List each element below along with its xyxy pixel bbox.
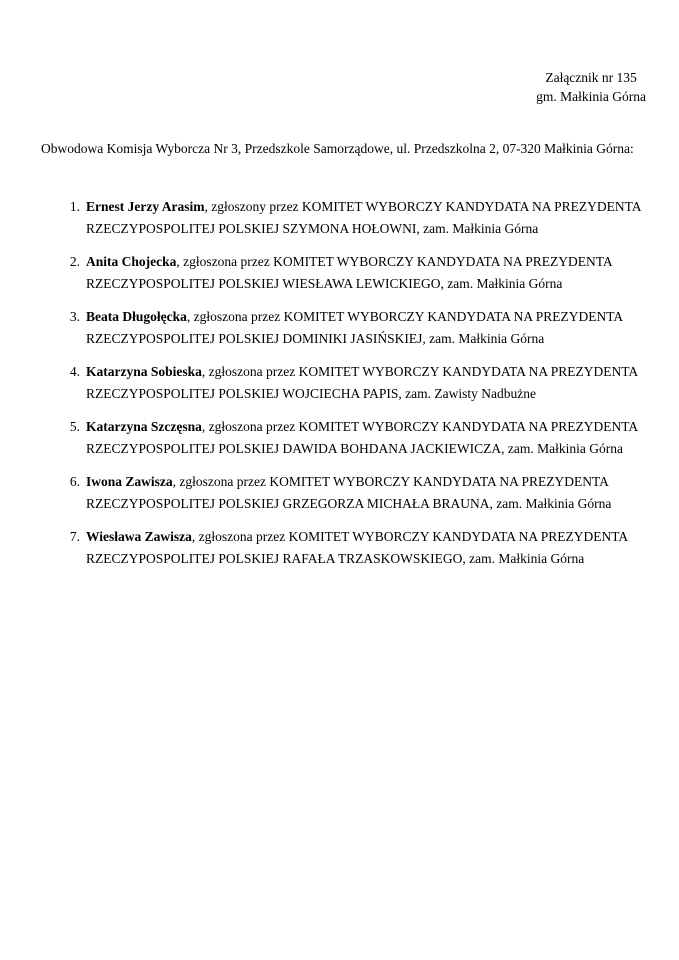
commission-intro-paragraph: Obwodowa Komisja Wyborcza Nr 3, Przedszkole Samorządowe, ul. Przedszkolna 2, 07-320 Małkinia Górna: — [41, 140, 634, 156]
member-nomination-text: , zgłoszona przez KOMITET WYBORCZY KANDYDATA NA PREZYDENTA RZECZYPOSPOLITEJ POLSKIEJ GRZEGORZA MICHAŁA BRAUNA, zam. Małkinia Górna — [86, 474, 612, 511]
commission-member-list — [41, 196, 641, 581]
list-item-number: 6. — [69, 474, 80, 489]
member-name: Katarzyna Szczęsna — [86, 419, 202, 434]
list-item-number: 7. — [69, 529, 80, 544]
list-item — [41, 306, 641, 350]
member-nomination-text: , zgłoszona przez KOMITET WYBORCZY KANDYDATA NA PREZYDENTA RZECZYPOSPOLITEJ POLSKIEJ DOMINIKI JASIŃSKIEJ, zam. Małkinia Górna — [86, 309, 623, 346]
member-name: Katarzyna Sobieska — [86, 364, 202, 379]
member-nomination-text: , zgłoszona przez KOMITET WYBORCZY KANDYDATA NA PREZYDENTA RZECZYPOSPOLITEJ POLSKIEJ DAWIDA BOHDANA JACKIEWICZA, zam. Małkinia Górna — [86, 419, 638, 456]
list-item-number: 3. — [69, 309, 80, 324]
member-nomination-text: , zgłoszona przez KOMITET WYBORCZY KANDYDATA NA PREZYDENTA RZECZYPOSPOLITEJ POLSKIEJ WIESŁAWA LEWICKIEGO, zam. Małkinia Górna — [86, 254, 612, 291]
list-item — [41, 526, 641, 570]
list-item-number: 4. — [69, 364, 80, 379]
list-item-number: 1. — [69, 199, 80, 214]
list-item-number: 2. — [69, 254, 80, 269]
member-nomination-text: , zgłoszona przez KOMITET WYBORCZY KANDYDATA NA PREZYDENTA RZECZYPOSPOLITEJ POLSKIEJ RAFAŁA TRZASKOWSKIEGO, zam. Małkinia Górna — [86, 529, 628, 566]
attachment-header — [536, 68, 646, 106]
member-name: Beata Długołęcka — [86, 309, 187, 324]
member-name: Wiesława Zawisza — [86, 529, 192, 544]
attachment-number: Załącznik nr 135 — [545, 70, 637, 85]
member-name: Iwona Zawisza — [86, 474, 173, 489]
list-item-number: 5. — [69, 419, 80, 434]
member-name: Anita Chojecka — [86, 254, 177, 269]
member-name: Ernest Jerzy Arasim — [86, 199, 205, 214]
member-nomination-text: , zgłoszona przez KOMITET WYBORCZY KANDYDATA NA PREZYDENTA RZECZYPOSPOLITEJ POLSKIEJ WOJCIECHA PAPIS, zam. Zawisty Nadbużne — [86, 364, 638, 401]
list-item — [41, 251, 641, 295]
list-item — [41, 416, 641, 460]
list-item — [41, 361, 641, 405]
member-nomination-text: , zgłoszony przez KOMITET WYBORCZY KANDYDATA NA PREZYDENTA RZECZYPOSPOLITEJ POLSKIEJ SZYMONA HOŁOWNI, zam. Małkinia Górna — [86, 199, 641, 236]
list-item — [41, 471, 641, 515]
list-item — [41, 196, 641, 240]
municipality-name: gm. Małkinia Górna — [536, 89, 646, 104]
